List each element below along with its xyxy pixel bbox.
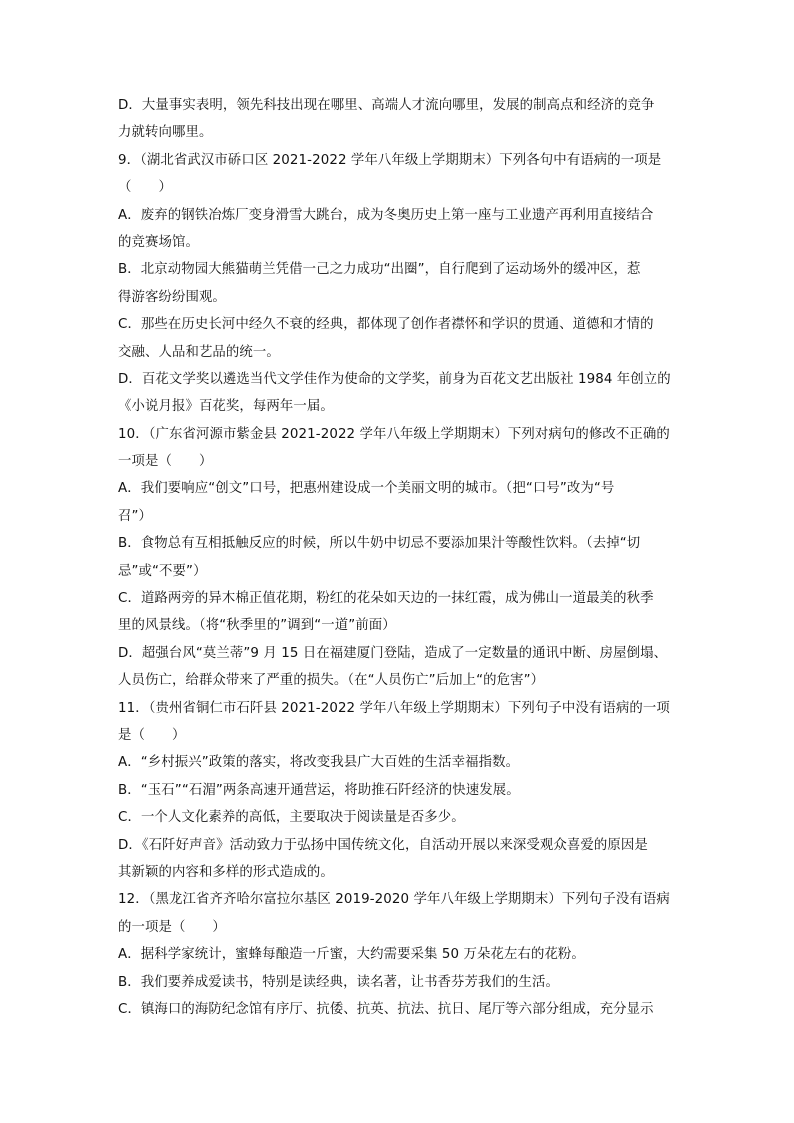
text-line: 的一项是（ ） bbox=[118, 919, 226, 935]
text-line: A．我们要响应“创文”口号，把惠州建设成一个美丽文明的城市。（把“口号”改为“号 bbox=[118, 481, 615, 497]
text-line: 11．（贵州省铜仁市石阡县 2021-2022 学年八年级上学期期末）下列句子中没有语病的一项 bbox=[118, 700, 670, 716]
text-line: 其新颖的内容和多样的形式造成的。 bbox=[118, 864, 334, 880]
text-line: A．“乡村振兴”政策的落实，将改变我县广大百姓的生活幸福指数。 bbox=[118, 755, 520, 771]
text-line: A．据科学家统计，蜜蜂每酿造一斤蜜，大约需要采集 50 万朵花左右的花粉。 bbox=[118, 947, 585, 963]
text-line: 12．（黑龙江省齐齐哈尔富拉尔基区 2019-2020 学年八年级上学期期末）下列句子没有语病 bbox=[118, 892, 670, 908]
text-line: 忌”或“不要”） bbox=[118, 563, 207, 579]
text-line: 9．（湖北省武汉市硚口区 2021-2022 学年八年级上学期期末）下列各句中有语病的一项是 bbox=[118, 152, 662, 168]
text-line: 《小说月报》百花奖，每两年一届。 bbox=[118, 399, 334, 415]
text-line: 交融、人品和艺品的统一。 bbox=[118, 344, 280, 360]
text-line: C．镇海口的海防纪念馆有序厅、抗倭、抗英、抗法、抗日、尾厅等六部分组成，充分显示 bbox=[118, 1001, 654, 1017]
text-line: B．我们要养成爱读书，特别是读经典，读名著，让书香芬芳我们的生活。 bbox=[118, 974, 559, 990]
text-line: B．北京动物园大熊猫萌兰凭借一己之力成功“出圈”，自行爬到了运动场外的缓冲区，惹 bbox=[118, 262, 641, 278]
text-line: D．《石阡好声音》活动致力于弘扬中国传统文化，自活动开展以来深受观众喜爱的原因是 bbox=[118, 837, 648, 853]
text-line: A．废弃的钢铁冶炼厂变身滑雪大跳台，成为冬奥历史上第一座与工业遗产再利用直接结合 bbox=[118, 207, 654, 223]
text-line: 里的风景线。（将“秋季里的”调到“一道”前面） bbox=[118, 618, 396, 634]
text-line: B．“玉石”“石湄”两条高速开通营运，将助推石阡经济的快速发展。 bbox=[118, 782, 520, 798]
text-line: （ ） bbox=[118, 180, 172, 196]
text-line: 10．（广东省河源市紫金县 2021-2022 学年八年级上学期期末）下列对病句的修改不正确的 bbox=[118, 426, 670, 442]
text-line: 力就转向哪里。 bbox=[118, 125, 213, 141]
text-line: B．食物总有互相抵触反应的时候，所以牛奶中切忌不要添加果汁等酸性饮料。（去掉“切 bbox=[118, 536, 641, 552]
text-line: 是（ ） bbox=[118, 727, 186, 743]
text-line: 人员伤亡，给群众带来了严重的损失。（在“人员伤亡”后加上“的危害”） bbox=[118, 673, 545, 689]
text-line: 的竞赛场馆。 bbox=[118, 234, 199, 250]
text-line: C．一个人文化素养的高低，主要取决于阅读量是否多少。 bbox=[118, 810, 465, 826]
question-text bbox=[118, 92, 678, 1023]
text-line: 召”） bbox=[118, 508, 153, 524]
text-line: C．那些在历史长河中经久不衰的经典，都体现了创作者襟怀和学识的贯通、道德和才情的 bbox=[118, 317, 654, 333]
text-line: D．大量事实表明，领先科技出现在哪里、高端人才流向哪里，发展的制高点和经济的竞争 bbox=[118, 98, 655, 113]
text-line: 一项是（ ） bbox=[118, 454, 213, 470]
text-line: 得游客纷纷围观。 bbox=[118, 289, 226, 305]
text-line: D．百花文学奖以遴选当代文学佳作为使命的文学奖，前身为百花文艺出版社 1984 年创立的 bbox=[118, 371, 671, 387]
text-line: C．道路两旁的异木棉正值花期，粉红的花朵如天边的一抹红霞，成为佛山一道最美的秋季 bbox=[118, 591, 654, 607]
text-line: D．超强台风“莫兰蒂”9 月 15 日在福建厦门登陆，造成了一定数量的通讯中断、房屋倒塌、 bbox=[118, 645, 668, 661]
